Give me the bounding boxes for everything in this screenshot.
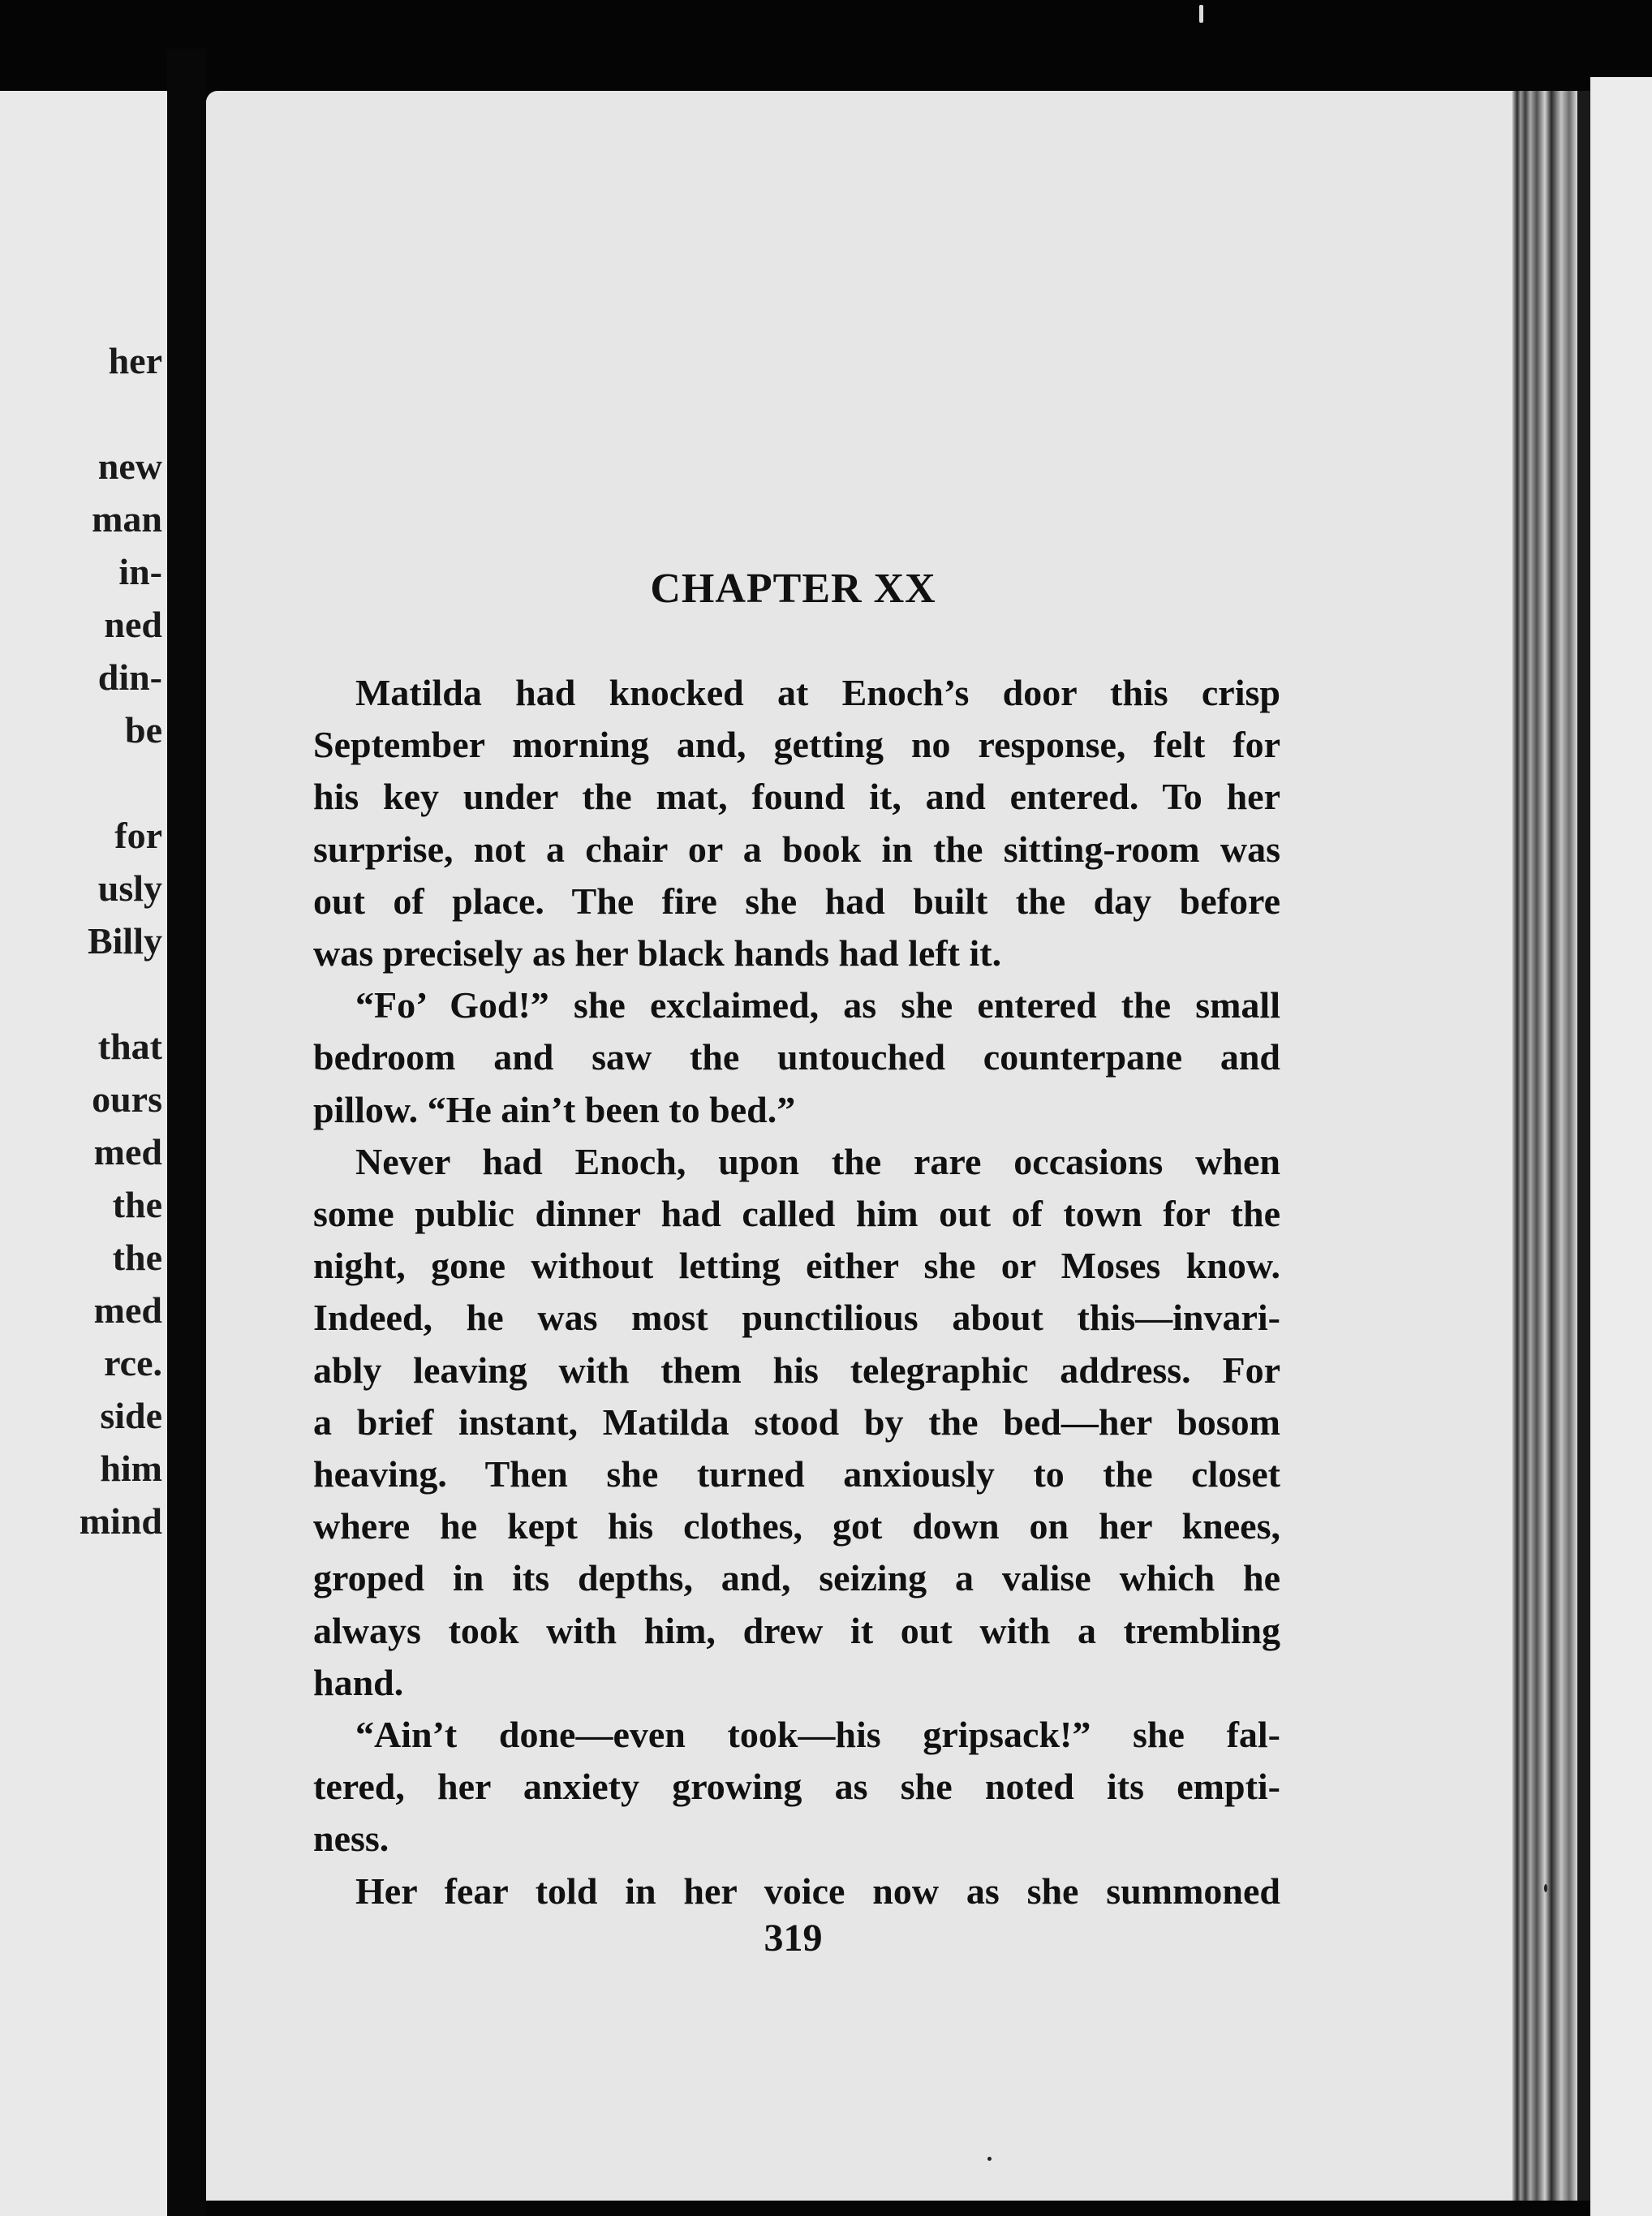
text-line: hand. <box>313 1661 404 1703</box>
body-text <box>313 667 1280 1917</box>
left-page-line: new <box>97 445 162 487</box>
left-page-line: rce. <box>104 1342 162 1383</box>
text-line: his key under the mat, found it, and entered. To her <box>313 776 1280 818</box>
text-line: heaving. Then she turned anxiously to the closet <box>313 1453 1280 1495</box>
text-line: pillow. “He ain’t been to bed.” <box>313 1088 796 1130</box>
text-line: some public dinner had called him out of town for the <box>313 1193 1280 1235</box>
left-page-line: for <box>114 815 162 856</box>
left-page-line: usly <box>97 867 162 909</box>
left-page-line: her <box>108 340 162 381</box>
text-line: Her fear told in her voice now as she summoned <box>355 1870 1280 1912</box>
text-line: ness. <box>313 1818 389 1860</box>
text-line: Never had Enoch, upon the rare occasions when <box>355 1140 1280 1182</box>
left-page-line: the <box>112 1184 162 1225</box>
text-line: tered, her anxiety growing as she noted its empti- <box>313 1766 1280 1808</box>
text-line: a brief instant, Matilda stood by the bed—her bosom <box>313 1401 1280 1443</box>
left-page-line: med <box>93 1289 162 1331</box>
text-line: September morning and, getting no response, felt for <box>313 724 1280 766</box>
text-line: “Fo’ God!” she exclaimed, as she entered the small <box>355 984 1280 1026</box>
cover-edge <box>1577 91 1590 2201</box>
left-page-line: him <box>100 1448 162 1489</box>
text-line: Matilda had knocked at Enoch’s door this crisp <box>355 672 1280 713</box>
left-page-line: be <box>125 709 162 751</box>
scan-speck <box>1199 5 1203 23</box>
text-line: was precisely as her black hands had left it. <box>313 932 1002 975</box>
background-sheet <box>1590 77 1652 2216</box>
scan-speck <box>1544 1884 1547 1892</box>
left-page-line: in- <box>118 551 162 592</box>
left-page-line: that <box>97 1026 162 1067</box>
text-line: where he kept his clothes, got down on her knees, <box>313 1505 1280 1547</box>
left-page-line: side <box>100 1395 162 1436</box>
text-line: “Ain’t done—even took—his gripsack!” she fal- <box>355 1714 1280 1756</box>
left-page-line: din- <box>97 656 162 698</box>
left-page-line: the <box>112 1237 162 1278</box>
left-page-line: ours <box>92 1078 162 1120</box>
text-line: surprise, not a chair or a book in the sitting-room was <box>313 828 1280 870</box>
book-gutter <box>167 49 206 2216</box>
text-line: out of place. The fire she had built the day before <box>313 880 1280 922</box>
left-page-line: med <box>93 1131 162 1173</box>
text-line: night, gone without letting either she or Moses know. <box>313 1245 1280 1287</box>
scan-speck <box>987 2157 992 2161</box>
text-line: always took with him, drew it out with a trembling <box>313 1609 1280 1651</box>
page-number: 319 <box>764 1917 823 1960</box>
chapter-title: CHAPTER XX <box>650 566 936 612</box>
text-line: ably leaving with them his telegraphic address. For <box>313 1349 1280 1391</box>
left-page-line: ned <box>104 604 162 645</box>
text-line: Indeed, he was most punctilious about this—invari- <box>313 1297 1280 1339</box>
text-line: groped in its depths, and, seizing a valise which he <box>313 1557 1280 1599</box>
left-page-line: Billy <box>87 920 162 962</box>
left-page-line: mind <box>79 1500 162 1542</box>
left-page-line: man <box>92 498 162 540</box>
left-page-fragment <box>0 91 167 2216</box>
text-line: bedroom and saw the untouched counterpane and <box>313 1036 1280 1078</box>
